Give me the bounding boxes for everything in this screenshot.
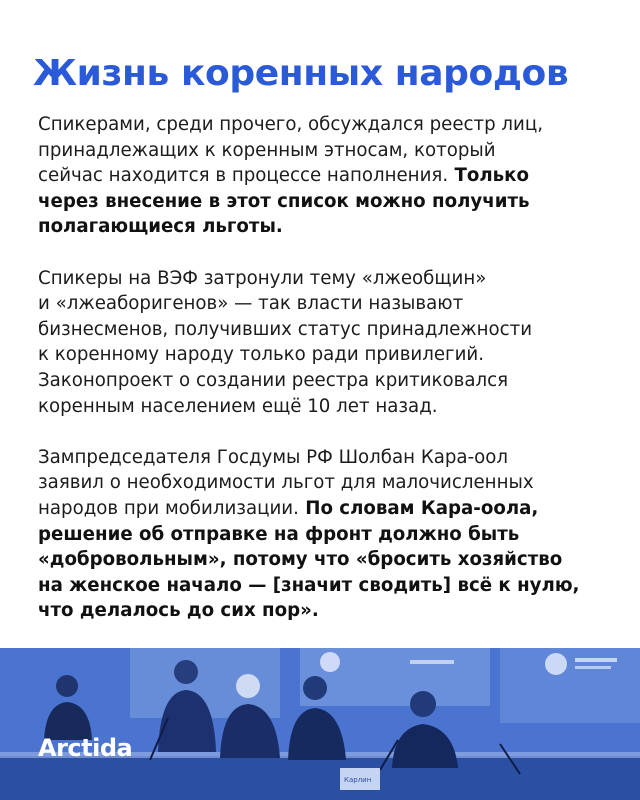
- bold-text: По словам Кара-оола,: [298, 497, 539, 519]
- text-segment: сейчас находится в процессе наполнения.: [38, 165, 449, 187]
- text-line: принадлежащих к коренным этносам, который: [38, 139, 496, 161]
- text-line: [38, 163, 613, 189]
- text-line: к коренному народу только ради привилегий.: [38, 344, 485, 366]
- bold-text: на женское начало — [значит сводить] всё к нулю,: [38, 574, 580, 596]
- page-title: Жизнь коренных народов: [33, 53, 569, 94]
- text-line: заявил о необходимости льгот для малочисленных: [38, 472, 534, 494]
- bold-text: Только: [448, 165, 530, 187]
- text-line: и «лжеаборигенов» — так власти называют: [38, 293, 464, 315]
- text-line: бизнесменов, получивших статус принадлежности: [38, 318, 533, 340]
- paragraph-2: [38, 266, 613, 420]
- bold-text: «добровольным», потому что «бросить хозяйство: [38, 549, 563, 571]
- bold-text: полагающиеся льготы.: [38, 216, 283, 238]
- text-line: коренным населением ещё 10 лет назад.: [38, 395, 438, 417]
- text-line: [38, 496, 613, 522]
- bold-text: через внесение в этот список можно получить: [38, 190, 530, 212]
- bold-text: решение об отправке на фронт должно быть: [38, 523, 520, 545]
- forum-panel-photo: [0, 648, 640, 800]
- arctida-logo: Arctida: [38, 734, 133, 762]
- text-line: Спикеры на ВЭФ затронули тему «лжеобщин»: [38, 267, 487, 289]
- article-body: [38, 112, 613, 649]
- paragraph-3: [38, 445, 613, 624]
- text-segment: народов при мобилизации.: [38, 497, 299, 519]
- bold-text: что делалось до сих пор».: [38, 600, 319, 622]
- text-line: Законопроект о создании реестра критиковался: [38, 369, 509, 391]
- paragraph-1: [38, 112, 613, 240]
- text-line: Спикерами, среди прочего, обсуждался реестр лиц,: [38, 114, 544, 135]
- text-line: Зампредседателя Госдумы РФ Шолбан Кара-оол: [38, 446, 509, 468]
- name-card: Карлин: [344, 776, 372, 784]
